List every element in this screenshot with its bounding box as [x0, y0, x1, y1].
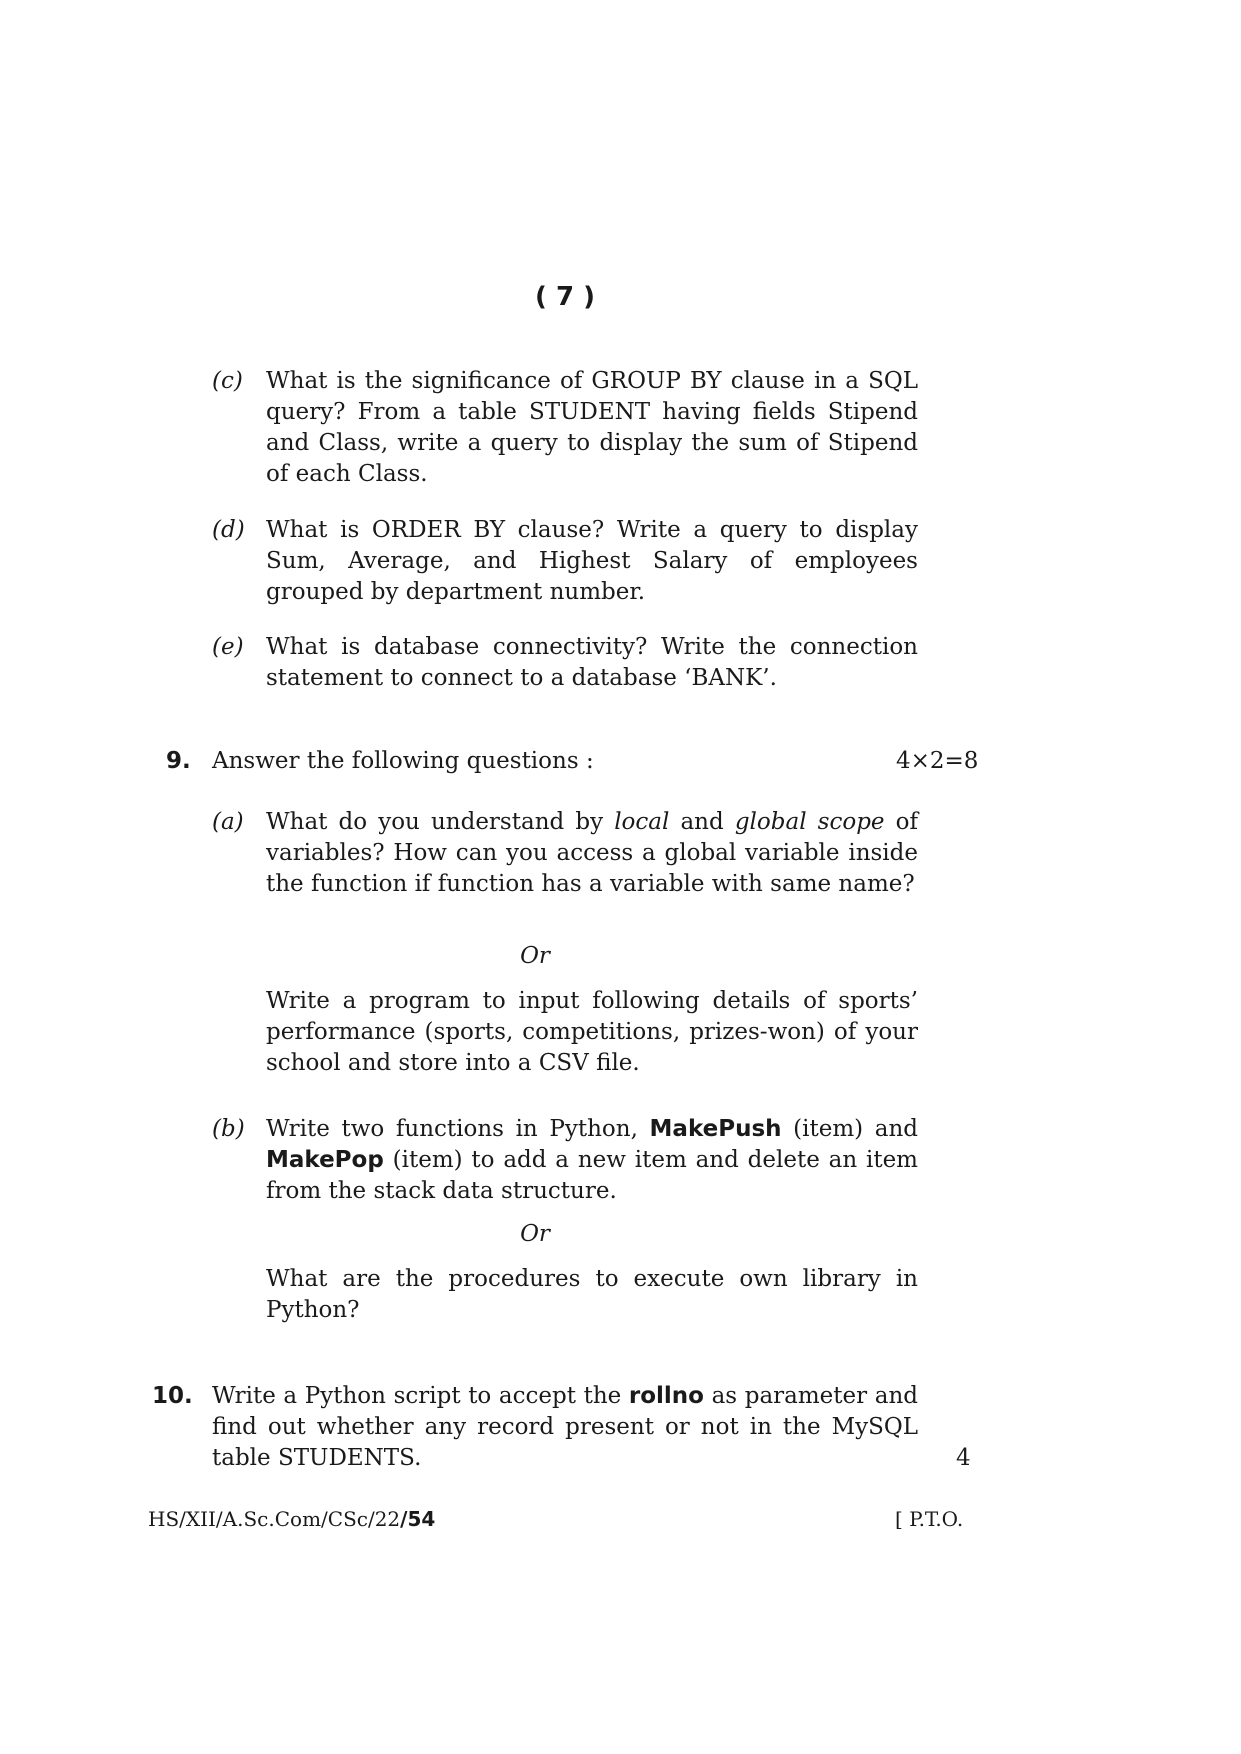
or-divider-b: Or [520, 1221, 550, 1247]
question-9b-text: Write two functions in Python, MakePush (item) and MakePop (item) to add a new item and delete an item from the stack data structure. [266, 1116, 919, 1204]
question-10-marks: 4 [956, 1445, 971, 1471]
question-8e-text: What is database connectivity? Write the connection statement to connect to a database ‘BANK’. [266, 634, 918, 691]
question-9b-alternative: What are the procedures to execute own library in Python? [266, 1266, 918, 1323]
paper-code: HS/XII/A.Sc.Com/CSc/22/54 [148, 1507, 436, 1531]
or-divider-a: Or [520, 943, 550, 969]
question-8c-text: What is the significance of GROUP BY clause in a SQL query? From a table STUDENT having fields Stipend and Class, write a query to display the sum of Stipend of each Class. [266, 368, 918, 487]
part-label-e: (e) [212, 634, 244, 660]
page-number: ( 7 ) [535, 282, 595, 312]
question-9-marks: 4×2=8 [896, 748, 979, 774]
question-10-number: 10. [152, 1383, 193, 1409]
part-label-c: (c) [212, 368, 243, 394]
pto-label: [ P.T.O. [895, 1507, 964, 1531]
question-9a-alternative: Write a program to input following details of sports’ performance (sports, competitions, prizes-won) of your school and store into a CSV file. [266, 988, 918, 1076]
part-label-a: (a) [212, 809, 244, 835]
question-9-number: 9. [166, 748, 191, 774]
question-10-text: Write a Python script to accept the rollno as parameter and find out whether any record present or not in the MySQL table STUDENTS. [212, 1383, 919, 1471]
question-8d-text: What is ORDER BY clause? Write a query to display Sum, Average, and Highest Salary of employees grouped by department number. [266, 517, 918, 605]
part-label-b: (b) [212, 1116, 245, 1142]
question-9a-text: What do you understand by local and global scope of variables? How can you access a global variable inside the function if function has a variable with same name? [266, 809, 919, 897]
part-label-d: (d) [212, 517, 245, 543]
question-9-text: Answer the following questions : [212, 748, 594, 774]
